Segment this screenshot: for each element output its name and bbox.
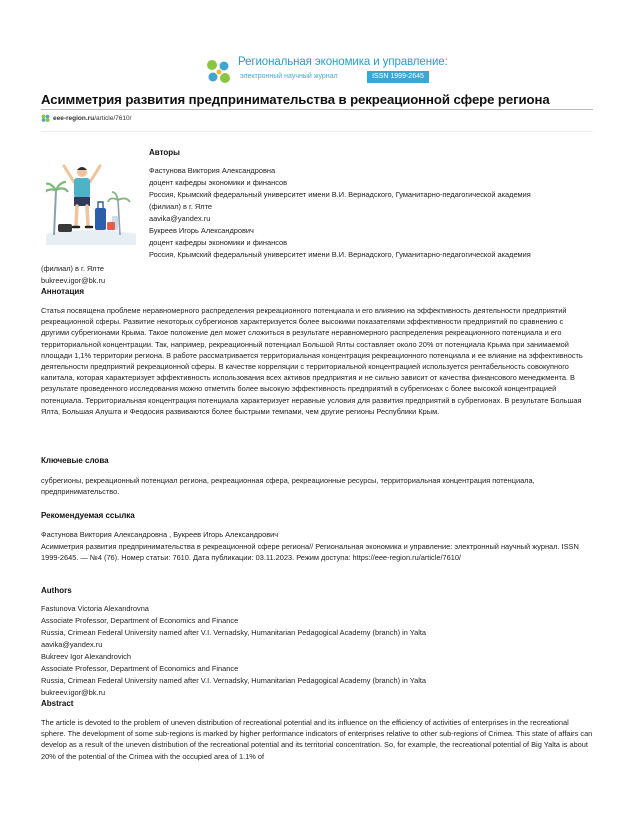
article-link[interactable] (41, 114, 131, 122)
abstract-ru-text: Статья посвящена проблеме неравномерного распределения рекреационного потенциала и его влиянию на эффективность деятельности предприятий рекреационной сферы. Развитие некоторых субрегионов характеризуется более высокими показателями эффективности предприятий по сравнению с другими субрегионами Крыма. Такое положение дел может сложиться в результате неравномерного распределения рекреационного потенциала и его территориальной концентрации. Так, например, рекреационный потенциал Большой Ялты составляет около 20% от потенциала Крыма при занимаемой площади 1,1% территории региона. В работе рассматривается территориальная концентрация рекреационного потенциала и ее влияние на эффективность деятельности предприятий рекреационной сферы. В качестве корреляции с территориальной концентрацией используется рентабельность совокупного капитала, которая характеризует эффективность использования всех активов предприятия и не сильно зависит от качества финансового менеджмента. В результате проведенного исследования можно отметить более высокую эффективность предприятий в субрегионах с более высокой концентрацией потенциала. Территориальная концентрация потенциала характеризует неравные условия для развития предприятий в субрегионах. В результате Большая Ялта, Большая Алушта и Феодосия развиваются более быстрыми темпами, чем другие регионы Республики Крым. (41, 306, 583, 416)
author-en-line: Associate Professor, Department of Economics and Finance (41, 664, 239, 673)
author-ru-email[interactable]: aavika@yandex.ru (149, 214, 211, 223)
author-ru-line: доцент кафедры экономики и финансов (149, 238, 288, 247)
keywords-heading: Ключевые слова (41, 456, 109, 465)
citation-text: Асимметрия развития предпринимательства в рекреационной сфере региона// Региональная экономика и управление: электронный научный журнал. ISSN 1999-2645. — №4 (76). Номер статьи: 7610. Дата публикации: 03.11.2023. Режим доступа: https://eee-region.ru/article/7610/ (41, 542, 579, 563)
author-ru-line: Россия, Крымский федеральный университет имени В.И. Вернадского, Гуманитарно-педагогической академия (149, 190, 531, 199)
abstract-ru-heading: Аннотация (41, 287, 84, 296)
authors-en-heading: Authors (41, 586, 72, 595)
author-en-email[interactable]: aavika@yandex.ru (41, 640, 103, 649)
site-favicon-icon (41, 114, 50, 122)
keywords-text: субрегионы, рекреационный потенциал региона, рекреационная сфера, рекреационные ресурсы, территориальная концентрация потенциала, предпринимательство. (41, 476, 535, 497)
journal-title: Региональная экономика и управление: (238, 56, 448, 68)
link-path: /article/7610/ (94, 114, 132, 122)
issn-badge: ISSN 1999-2645 (367, 71, 429, 83)
author-ru-line: Букреев Игорь Александрович (149, 226, 254, 235)
author-ru-email[interactable]: bukreev.igor@bk.ru (41, 276, 106, 285)
link-domain: eee-region.ru (53, 114, 95, 122)
traveler-illustration (46, 160, 136, 245)
author-en-line: Bukreev Igor Alexandrovich (41, 652, 131, 661)
author-ru-line: (филиал) в г. Ялте (149, 202, 212, 211)
author-en-line: Fastunova Victoria Alexandrovna (41, 604, 149, 613)
authors-ru-heading: Авторы (149, 148, 181, 157)
author-ru-line: Россия, Крымский федеральный университет имени В.И. Вернадского, Гуманитарно-педагогической академия (149, 250, 531, 259)
abstract-en-text: The article is devoted to the problem of uneven distribution of recreational potential and its influence on the efficiency of activities of enterprises in the recreational sphere. The development of some sub-regions is marked by higher performance indicators of enterprises relative to other sub-regions of Crimea. This state of affairs can develop as a result of the uneven distribution of the recreational potential and its territorial concentration. So, for example, the recreational potential of Big Yalta is about 20% of the potential of the Crimea with the occupied area of 1.1% of (41, 718, 593, 761)
author-en-line: Associate Professor, Department of Economics and Finance (41, 616, 239, 625)
author-ru-line: (филиал) в г. Ялте (41, 264, 104, 273)
author-ru-line: Фастунова Виктория Александровна (149, 166, 276, 175)
author-en-line: Russia, Crimean Federal University named after V.I. Vernadsky, Humanitarian Pedagogical Academy (branch) in Yalta (41, 676, 427, 685)
author-en-line: Russia, Crimean Federal University named after V.I. Vernadsky, Humanitarian Pedagogical Academy (branch) in Yalta (41, 628, 427, 637)
article-title: Асимметрия развития предпринимательства в рекреационной сфере региона (41, 92, 550, 107)
journal-banner[interactable] (204, 56, 448, 88)
citation-heading: Рекомендуемая ссылка (41, 511, 135, 520)
author-ru-line: доцент кафедры экономики и финансов (149, 178, 288, 187)
author-en-email[interactable]: bukreev.igor@bk.ru (41, 688, 106, 697)
title-divider (41, 109, 593, 110)
abstract-en-heading: Abstract (41, 699, 74, 708)
journal-subtitle: электронный научный журнал (240, 73, 338, 80)
journal-logo-icon (204, 58, 234, 86)
citation-authors: Фастунова Виктория Александровна , Букреев Игорь Александрович (41, 530, 279, 539)
section-divider (41, 131, 593, 132)
